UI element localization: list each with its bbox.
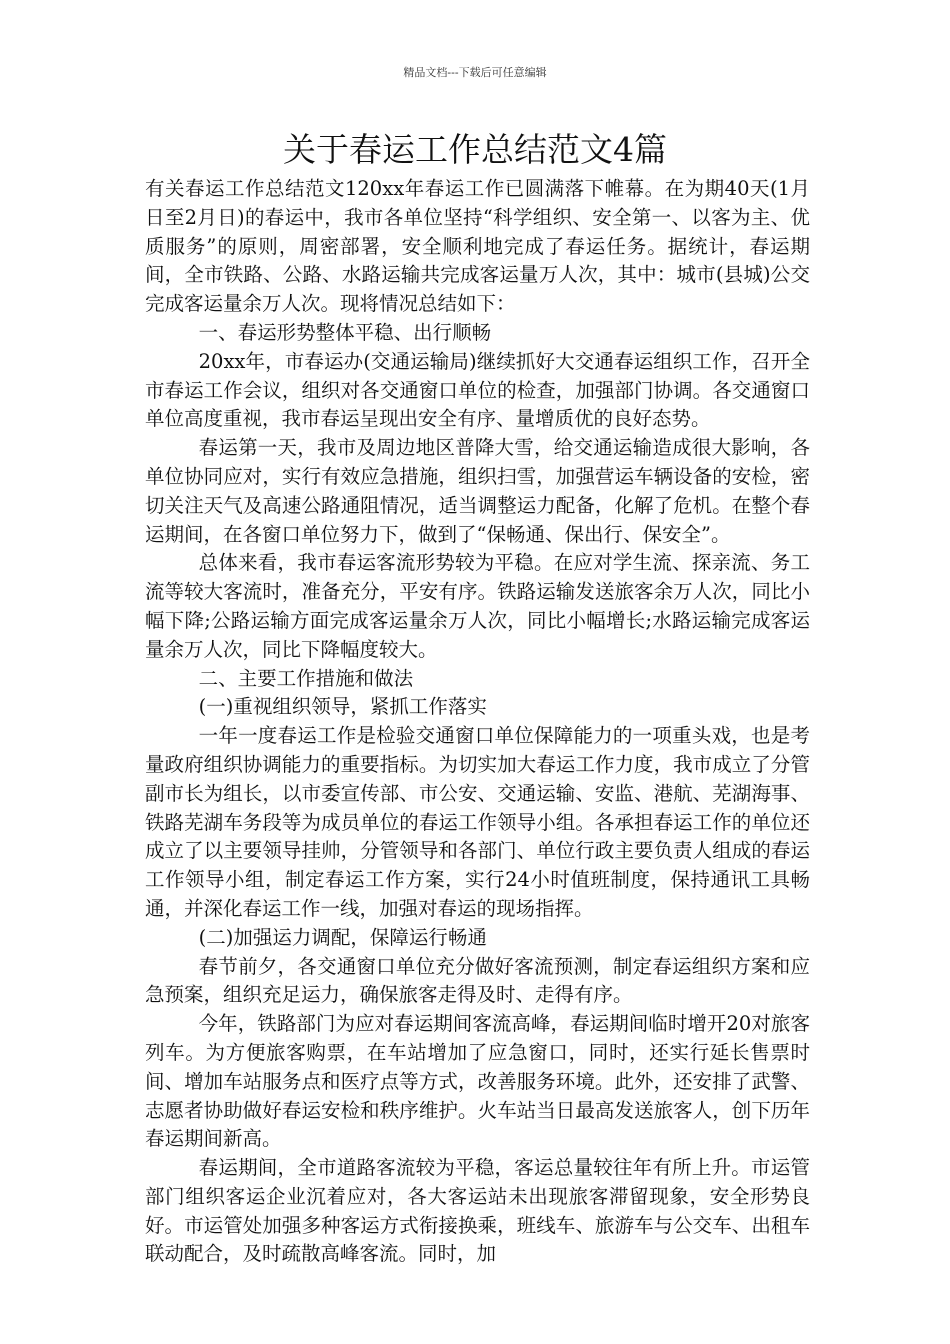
paragraph: 一年一度春运工作是检验交通窗口单位保障能力的一项重头戏，也是考量政府组织协调能力的重要指标。为切实加大春运工作力度，我市成立了分管副市长为组长，以市委宣传部、市公安、交通运输、安监、港航、芜湖海事、铁路芜湖车务段等为成员单位的春运工作领导小组。各承担春运工作的单位还成立了以主要领导挂帅，分管领导和各部门、单位行政主要负责人组成的春运工作领导小组，制定春运工作方案，实行24小时值班制度，保持通讯工具畅通，并深化春运工作一线，加强对春运的现场指挥。 xyxy=(145,724,810,920)
paragraph: 春运第一天，我市及周边地区普降大雪，给交通运输造成很大影响，各单位协同应对，实行有效应急措施，组织扫雪，加强营运车辆设备的安检，密切关注天气及高速公路通阻情况，适当调整运力配备，化解了危机。在整个春运期间，在各窗口单位努力下，做到了“保畅通、保出行、保安全”。 xyxy=(145,436,810,546)
document-title: 关于春运工作总结范文4篇 xyxy=(283,130,667,169)
paragraph: 春运期间，全市道路客流较为平稳，客运总量较往年有所上升。市运管部门组织客运企业沉着应对，各大客运站未出现旅客滞留现象，安全形势良好。市运管处加强多种客运方式衔接换乘，班线车、旅游车与公交车、出租车联动配合，及时疏散高峰客流。同时，加 xyxy=(145,1156,810,1266)
paragraph: 今年，铁路部门为应对春运期间客流高峰，春运期间临时增开20对旅客列车。为方便旅客购票，在车站增加了应急窗口，同时，还实行延长售票时间、增加车站服务点和医疗点等方式，改善服务环境。此外，还安排了武警、志愿者协助做好春运安检和秩序维护。火车站当日最高发送旅客人，创下历年春运期间新高。 xyxy=(145,1012,810,1151)
section-heading-1: 一、春运形势整体平稳、出行顺畅 xyxy=(198,320,492,344)
subsection-heading-1: (一)重视组织领导，紧抓工作落实 xyxy=(198,695,487,719)
paragraph: 20xx年，市春运办(交通运输局)继续抓好大交通春运组织工作，召开全市春运工作会议，组织对各交通窗口单位的检查，加强部门协调。各交通窗口单位高度重视，我市春运呈现出安全有序、量增质优的良好态势。 xyxy=(145,349,810,431)
subsection-heading-2: (二)加强运力调配，保障运行畅通 xyxy=(198,925,487,949)
paragraph: 总体来看，我市春运客流形势较为平稳。在应对学生流、探亲流、务工流等较大客流时，准备充分，平安有序。铁路运输发送旅客余万人次，同比小幅下降;公路运输方面完成客运量余万人次，同比小幅增长;水路运输完成客运量余万人次，同比下降幅度较大。 xyxy=(145,551,810,661)
document-body xyxy=(145,175,810,1269)
section-heading-2: 二、主要工作措施和做法 xyxy=(198,666,414,690)
paragraph-intro: 有关春运工作总结范文120xx年春运工作已圆满落下帷幕。在为期40天(1月日至2月日)的春运中，我市各单位坚持“科学组织、安全第一、以客为主、优质服务”的原则，周密部署，安全顺利地完成了春运任务。据统计，春运期间，全市铁路、公路、水路运输共完成客运量万人次，其中：城市(县城)公交完成客运量余万人次。现将情况总结如下： xyxy=(145,177,810,316)
paragraph: 春节前夕，各交通窗口单位充分做好客流预测，制定春运组织方案和应急预案，组织充足运力，确保旅客走得及时、走得有序。 xyxy=(145,954,810,1007)
page-header-note: 精品文档---下载后可任意编辑 xyxy=(403,66,547,79)
